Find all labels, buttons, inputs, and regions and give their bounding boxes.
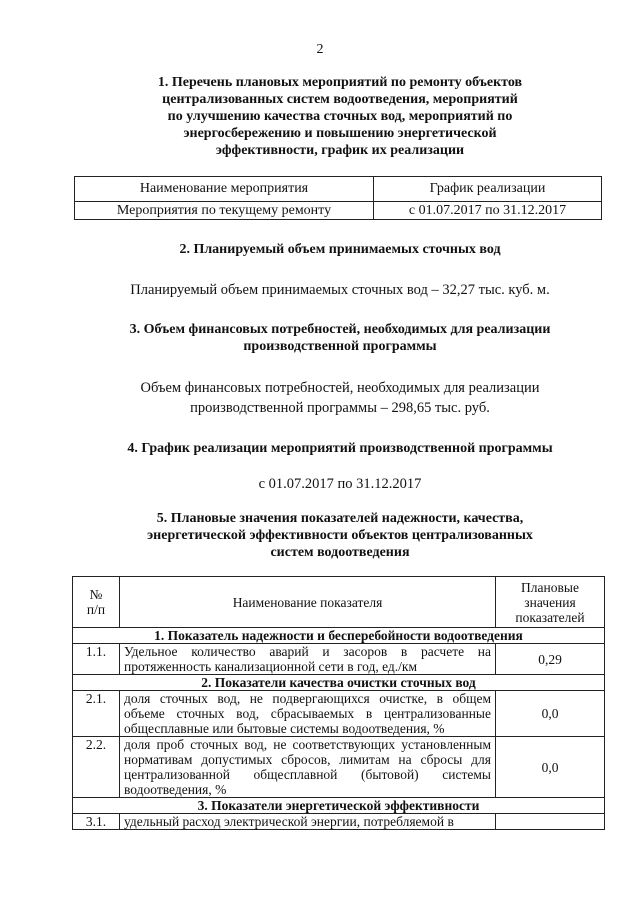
table-row xyxy=(73,814,605,830)
row-num: 1.1. xyxy=(73,644,120,675)
table-row xyxy=(73,737,605,798)
section5-title-line: систем водоотведения xyxy=(270,545,410,560)
table-row xyxy=(73,691,605,737)
section1-title-line: по улучшению качества сточных вод, мероприятий по xyxy=(167,109,513,124)
row-value: 0,0 xyxy=(496,737,605,798)
table-row xyxy=(75,202,602,220)
table-header-cell: График реализации xyxy=(374,177,602,202)
section1-title-line: энергосбережению и повышению энергетической xyxy=(183,126,497,141)
header-num-line: № xyxy=(89,587,103,602)
row-num: 2.1. xyxy=(73,691,120,737)
section-heading: 2. Показатели качества очистки сточных вод xyxy=(73,675,605,691)
table-header-row xyxy=(73,577,605,628)
row-value: 0,0 xyxy=(496,691,605,737)
header-value-line: значения xyxy=(524,594,576,610)
page-number: 2 xyxy=(316,42,324,57)
row-name: удельный расход электрической энергии, потребляемой в xyxy=(120,814,496,830)
table-cell: с 01.07.2017 по 31.12.2017 xyxy=(374,202,602,220)
table-cell: Мероприятия по текущему ремонту xyxy=(75,202,374,220)
section3-title-line: производственной программы xyxy=(243,339,437,354)
section3-title xyxy=(60,321,620,355)
row-name: доля проб сточных вод, не соответствующих установленным нормативам допустимых сбросов, лимитам на сбросы для централизованной общесплавной (бытовой) системы водоотведения, % xyxy=(120,737,496,798)
section4-text: с 01.07.2017 по 31.12.2017 xyxy=(258,476,422,492)
row-name: Удельное количество аварий и засоров в расчете на протяженность канализационной сети в год, ед./км xyxy=(120,644,496,675)
header-num xyxy=(73,577,120,628)
section5-title xyxy=(60,510,620,561)
header-num-line: п/п xyxy=(86,602,106,617)
section1-title-line: 1. Перечень плановых мероприятий по ремонту объектов xyxy=(157,75,523,90)
header-value xyxy=(496,577,605,628)
header-value-line: показателей xyxy=(515,609,585,625)
row-value: 0,29 xyxy=(496,644,605,675)
section3-title-line: 3. Объем финансовых потребностей, необходимых для реализации xyxy=(129,322,551,337)
row-name: доля сточных вод, не подвергающихся очистке, в общем объеме сточных вод, сбрасываемых в централизованные общесплавные или бытовые системы водоотведения, % xyxy=(120,691,496,737)
section5-title-line: энергетической эффективности объектов централизованных xyxy=(147,528,533,543)
row-num: 2.2. xyxy=(73,737,120,798)
section5-title-line: 5. Плановые значения показателей надежности, качества, xyxy=(156,511,524,526)
section-row xyxy=(73,628,605,644)
section-row xyxy=(73,675,605,691)
section-row xyxy=(73,798,605,814)
section1-title-line: централизованных систем водоотведения, мероприятий xyxy=(162,92,518,107)
section-heading: 3. Показатели энергетической эффективности xyxy=(73,798,605,814)
section3-text xyxy=(60,378,620,418)
section1-title xyxy=(60,74,620,159)
section3-text-line: Объем финансовых потребностей, необходимых для реализации xyxy=(140,380,540,396)
section-heading: 1. Показатель надежности и бесперебойности водоотведения xyxy=(73,628,605,644)
section1-title-line: эффективности, график их реализации xyxy=(215,143,465,158)
table-header-cell: Наименование мероприятия xyxy=(75,177,374,202)
section3-text-line: производственной программы – 298,65 тыс. руб. xyxy=(190,400,490,416)
section2-title: 2. Планируемый объем принимаемых сточных вод xyxy=(179,242,501,257)
row-value xyxy=(496,814,605,830)
table-row xyxy=(73,644,605,675)
header-name: Наименование показателя xyxy=(120,577,496,628)
row-num: 3.1. xyxy=(73,814,120,830)
section2-text: Планируемый объем принимаемых сточных вод – 32,27 тыс. куб. м. xyxy=(130,282,550,298)
header-value-line: Плановые xyxy=(521,579,579,595)
activities-table xyxy=(74,176,602,220)
section4-title: 4. График реализации мероприятий производственной программы xyxy=(127,441,553,456)
indicators-table xyxy=(72,576,605,830)
